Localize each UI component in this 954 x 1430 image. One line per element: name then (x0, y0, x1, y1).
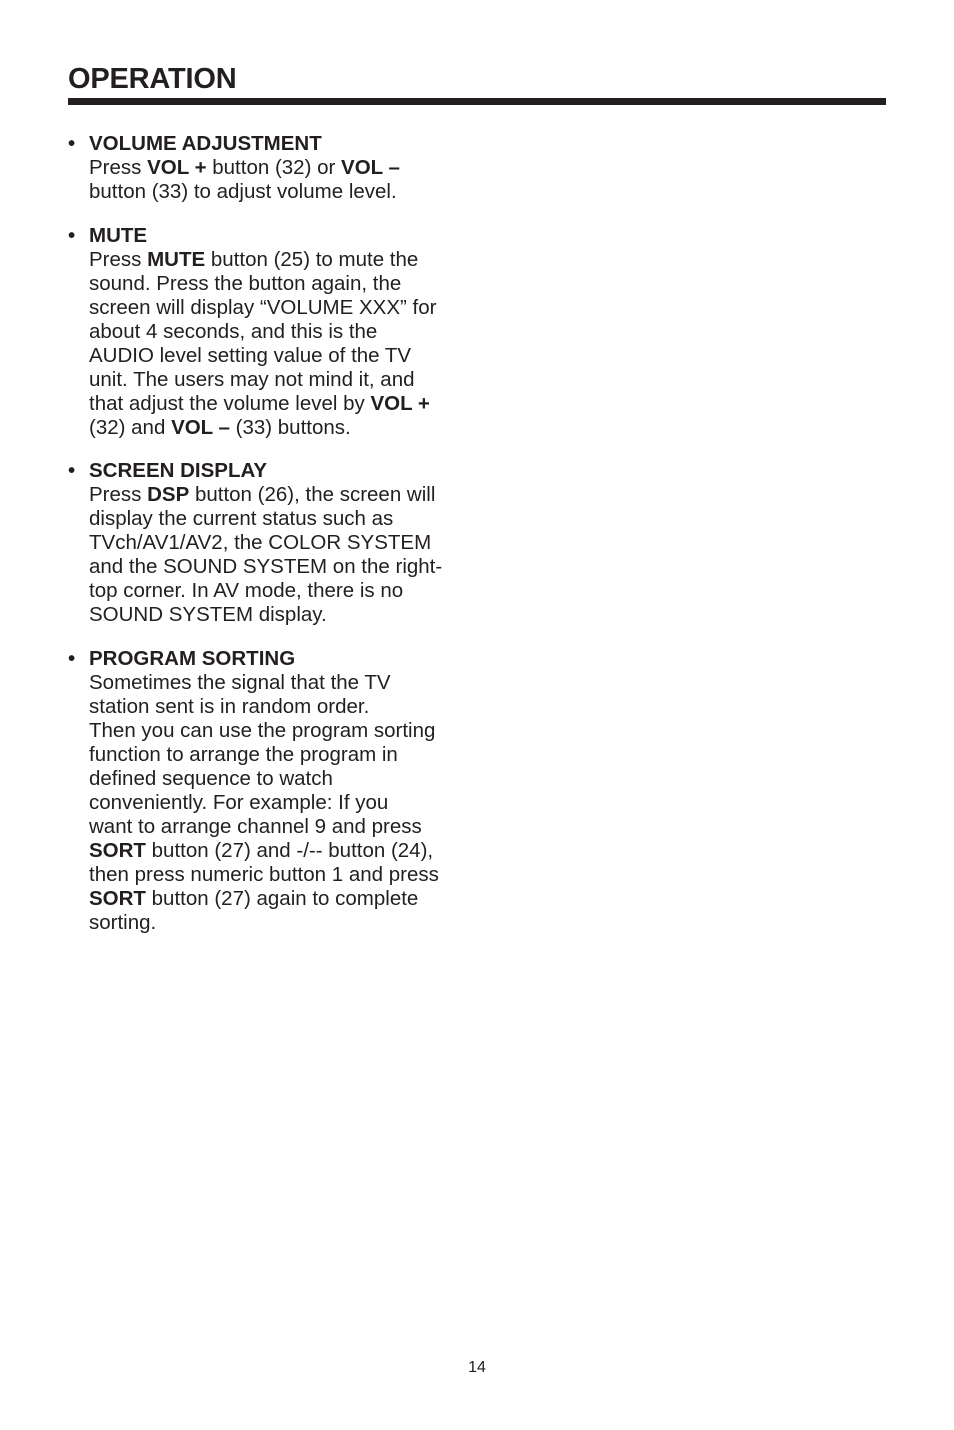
text-run: button (25) to mute the (205, 248, 419, 271)
body-line (89, 839, 488, 863)
text-run: top corner. In AV mode, there is no (89, 579, 404, 602)
text-run: screen will display “VOLUME XXX” for (89, 296, 437, 319)
section-body (89, 459, 488, 627)
body-line (89, 180, 488, 204)
bullet-icon: • (68, 132, 76, 155)
section-screen-display (68, 459, 488, 627)
body-line (89, 555, 488, 579)
bold-term: MUTE (147, 248, 206, 271)
body-line (89, 483, 488, 507)
text-run: button (27) and -/-- button (24), (145, 839, 434, 862)
body-line (89, 603, 488, 627)
text-run: want to arrange channel 9 and press (89, 815, 422, 838)
section-heading: VOLUME ADJUSTMENT (89, 132, 322, 155)
text-run: conveniently. For example: If you (89, 791, 389, 814)
text-run: Press (89, 483, 148, 506)
text-run: button (26), the screen will (189, 483, 436, 506)
text-run: Press (89, 156, 148, 179)
text-run: AUDIO level setting value of the TV (89, 344, 412, 367)
body-line (89, 767, 488, 791)
bold-term: VOL + (147, 156, 207, 179)
body-line (89, 320, 488, 344)
text-run: then press numeric button 1 and press (89, 863, 439, 886)
page-number: 14 (468, 1359, 486, 1376)
body-line (89, 719, 488, 743)
body-line (89, 368, 488, 392)
bullet-icon: • (68, 459, 76, 482)
text-run: TVch/AV1/AV2, the COLOR SYSTEM (89, 531, 432, 554)
text-run: (32) and (89, 416, 172, 439)
bold-term: SORT (89, 887, 146, 910)
bold-term: VOL – (171, 416, 230, 439)
body-line (89, 791, 488, 815)
bullet-icon: • (68, 224, 76, 247)
text-run: Then you can use the program sorting (89, 719, 436, 742)
section-body (89, 647, 488, 935)
text-run: Sometimes the signal that the TV (89, 671, 391, 694)
text-run: that adjust the volume level by (89, 392, 371, 415)
body-line (89, 887, 488, 911)
text-run: defined sequence to watch (89, 767, 333, 790)
text-run: SOUND SYSTEM display. (89, 603, 327, 626)
body-line (89, 671, 488, 695)
bullet-icon: • (68, 647, 76, 670)
section-program-sorting (68, 647, 488, 935)
body-line (89, 579, 488, 603)
text-run: unit. The users may not mind it, and (89, 368, 415, 391)
text-run: display the current status such as (89, 507, 394, 530)
body-line (89, 296, 488, 320)
body-line (89, 507, 488, 531)
body-line (89, 344, 488, 368)
text-run: station sent is in random order. (89, 695, 370, 718)
title-rule (68, 98, 886, 105)
section-heading: SCREEN DISPLAY (89, 459, 268, 482)
body-line (89, 863, 488, 887)
body-line (89, 815, 488, 839)
text-run: button (27) again to complete (145, 887, 419, 910)
text-run: and the SOUND SYSTEM on the right- (89, 555, 443, 578)
body-line (89, 695, 488, 719)
bold-term: VOL – (341, 156, 400, 179)
page-title: OPERATION (68, 63, 237, 95)
body-line (89, 272, 488, 296)
text-run: sorting. (89, 911, 157, 934)
body-line (89, 156, 488, 180)
section-mute (68, 224, 488, 440)
text-run: button (32) or (206, 156, 342, 179)
text-run: (33) buttons. (229, 416, 351, 439)
text-run: function to arrange the program in (89, 743, 398, 766)
body-line (89, 531, 488, 555)
bold-term: VOL + (370, 392, 430, 415)
text-run: sound. Press the button again, the (89, 272, 402, 295)
bold-term: SORT (89, 839, 146, 862)
body-line (89, 911, 488, 935)
body-line (89, 743, 488, 767)
section-body (89, 224, 488, 440)
section-volume-adjustment (68, 132, 488, 204)
text-run: Press (89, 248, 148, 271)
section-heading: PROGRAM SORTING (89, 647, 296, 670)
body-line (89, 416, 488, 440)
section-body (89, 132, 488, 204)
body-line (89, 392, 488, 416)
body-line (89, 248, 488, 272)
text-run: about 4 seconds, and this is the (89, 320, 378, 343)
bold-term: DSP (147, 483, 190, 506)
section-heading: MUTE (89, 224, 148, 247)
text-run: button (33) to adjust volume level. (89, 180, 397, 203)
